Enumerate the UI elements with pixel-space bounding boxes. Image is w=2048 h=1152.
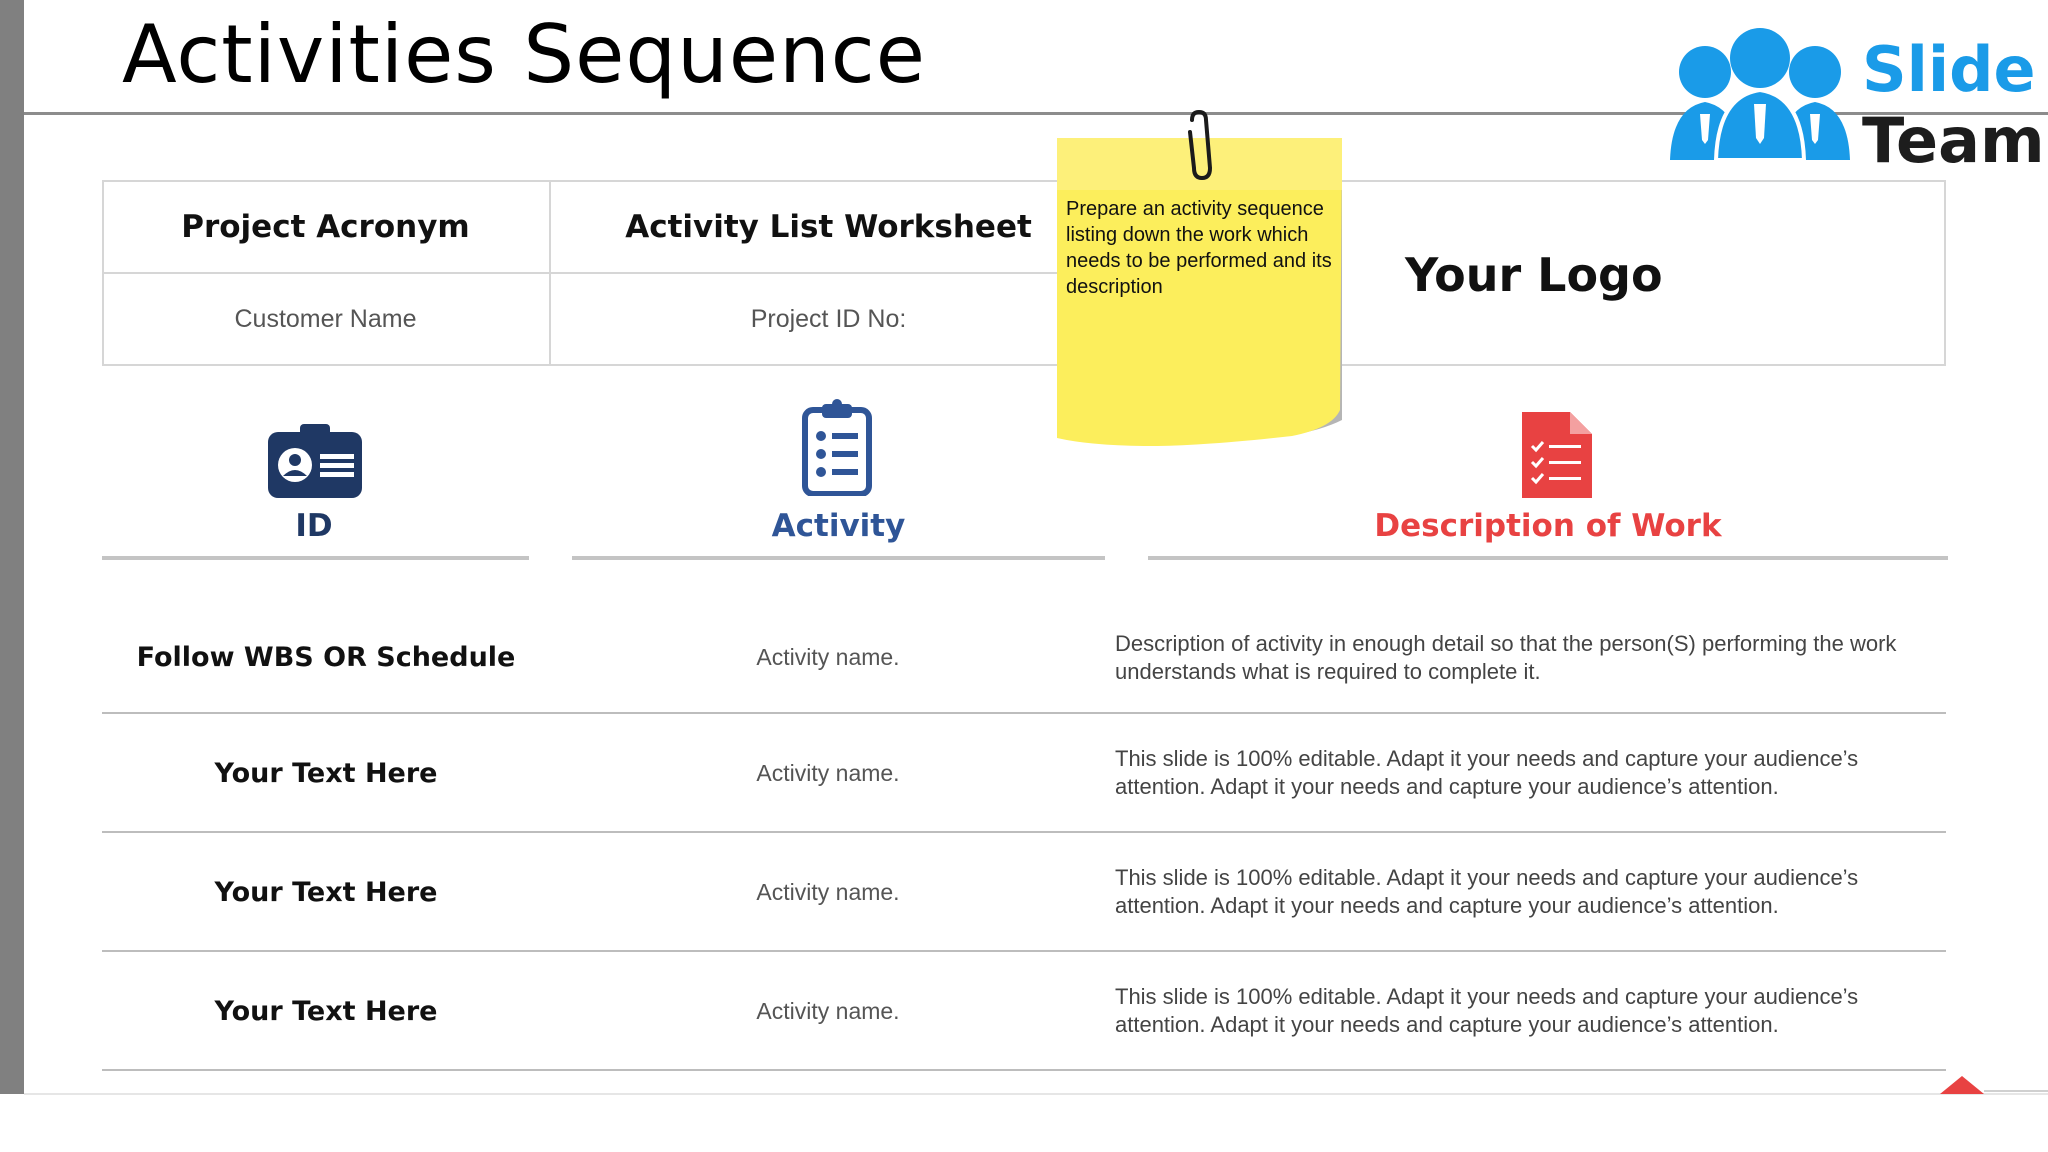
column-rule-activity: [572, 556, 1105, 560]
row-1-id: Follow WBS OR Schedule: [136, 642, 516, 673]
sticky-note-text: Prepare an activity sequence listing down the work which needs to be performed and its description: [1066, 198, 1332, 298]
project-id-field: Project ID No:: [750, 304, 907, 333]
left-accent-bar: [0, 0, 24, 1094]
logo-word-team: Team: [1862, 104, 2045, 177]
corner-line: [1984, 1090, 2048, 1092]
column-rule-id: [102, 556, 529, 560]
row-4-description: This slide is 100% editable. Adapt it your needs and capture your audience’s attention. Adapt it your needs and capture your audience’s attention.: [1115, 984, 1859, 1037]
paperclip-icon: [1180, 110, 1220, 182]
checklist-document-icon: [1522, 412, 1592, 498]
project-acronym-label: Project Acronym: [181, 209, 470, 245]
clipboard-list-icon: [802, 398, 872, 496]
column-header-activity: Activity: [771, 508, 906, 544]
slideteam-logo: [1660, 28, 2045, 177]
corner-triangle-mark: [1940, 1076, 1984, 1094]
row-4-activity: Activity name.: [756, 998, 900, 1024]
row-3-id: Your Text Here: [214, 877, 438, 908]
row-4-id: Your Text Here: [214, 996, 438, 1027]
row-2-activity: Activity name.: [756, 760, 900, 786]
row-divider: [102, 831, 1946, 833]
column-header-id: ID: [295, 508, 333, 544]
logo-word-slide: Slide: [1862, 33, 2036, 106]
page-title: Activities Sequence: [122, 8, 926, 101]
row-2-description: This slide is 100% editable. Adapt it your needs and capture your audience’s attention. Adapt it your needs and capture your audience’s attention.: [1115, 746, 1859, 799]
row-2-id: Your Text Here: [214, 758, 438, 789]
row-divider: [102, 950, 1946, 952]
column-rule-description: [1148, 556, 1948, 560]
row-3-activity: Activity name.: [756, 879, 900, 905]
row-divider: [102, 712, 1946, 714]
row-1-description: Description of activity in enough detail so that the person(S) performing the work understands what is required to complete it.: [1115, 631, 1897, 684]
row-divider: [102, 1069, 1946, 1071]
team-people-icon: [1660, 28, 1860, 168]
id-card-icon: [268, 422, 362, 498]
column-header-description: Description of Work: [1374, 508, 1722, 544]
activity-list-worksheet-label: Activity List Worksheet: [625, 209, 1032, 245]
customer-name-field: Customer Name: [234, 304, 417, 333]
slide-bottom-edge: [24, 1093, 2048, 1095]
row-3-description: This slide is 100% editable. Adapt it your needs and capture your audience’s attention. Adapt it your needs and capture your audience’s attention.: [1115, 865, 1859, 918]
your-logo-placeholder: Your Logo: [1405, 248, 1663, 302]
row-1-activity: Activity name.: [756, 644, 900, 670]
